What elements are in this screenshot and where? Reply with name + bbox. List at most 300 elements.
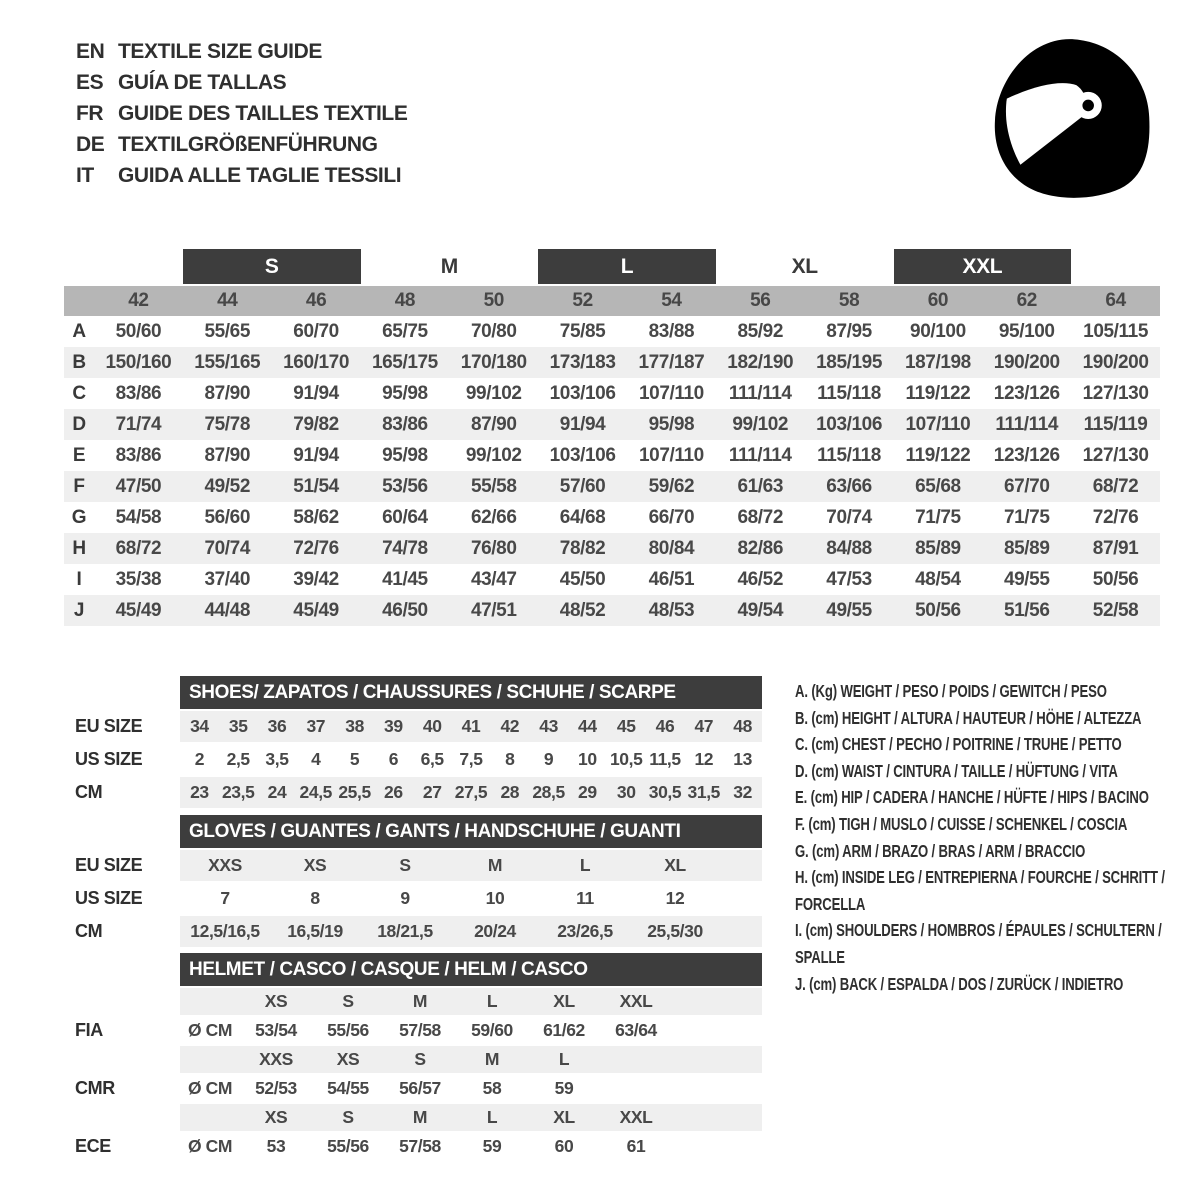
measurement-cell: 91/94 <box>559 413 606 435</box>
measurement-cell: 49/52 <box>204 475 251 497</box>
size-number: 46 <box>305 290 327 311</box>
value-cell: 11 <box>576 888 594 908</box>
value-cell: 9 <box>543 749 554 769</box>
helmet-title: HELMET / CASCO / CASQUE / HELM / CASCO <box>189 958 588 980</box>
measurement-cell: 55/58 <box>470 475 517 497</box>
helmet-size-label: S <box>342 991 354 1011</box>
measurement-cell: 190/200 <box>993 351 1060 373</box>
unit-spacer <box>180 1104 240 1131</box>
guide-title: TEXTILGRÖßENFÜHRUNG <box>118 132 378 156</box>
measurement-cell: 150/160 <box>105 351 172 373</box>
measurement-cell: 49/55 <box>1003 568 1050 590</box>
language-row <box>76 36 407 67</box>
value-cell: 47 <box>694 716 714 736</box>
helmet-size-label: S <box>342 1107 354 1127</box>
helmet-size-label: L <box>486 1107 498 1127</box>
measurement-cell: 82/86 <box>737 537 784 559</box>
measurement-cell: 165/175 <box>371 351 438 373</box>
size-number: 52 <box>572 290 593 311</box>
value-cell: 7 <box>220 888 230 908</box>
size-number: 44 <box>217 290 238 311</box>
helmet-value-cell: 53/54 <box>255 1020 297 1040</box>
size-row <box>75 850 765 881</box>
helmet-size-label: L <box>486 991 498 1011</box>
value-cell: 23,5 <box>221 782 255 802</box>
measurement-cell: 78/82 <box>559 537 606 559</box>
value-cell: 10 <box>485 888 505 908</box>
helmet-size-label: L <box>558 1049 570 1069</box>
racing-helmet-icon <box>978 34 1156 204</box>
value-cell: XL <box>664 855 686 875</box>
measurement-cell: 49/54 <box>737 599 784 621</box>
measurement-cell: 123/126 <box>993 444 1060 466</box>
measurement-cell: 37/40 <box>204 568 251 590</box>
measurement-cell: 50/56 <box>915 599 961 621</box>
measurement-cell: 111/114 <box>995 413 1059 435</box>
shoes-title: SHOES/ ZAPATOS / CHAUSSURES / SCHUHE / SCARPE <box>189 681 676 703</box>
guide-title: GUIDA ALLE TAGLIE TESSILI <box>118 163 402 187</box>
measurement-cell: 45/49 <box>293 599 339 621</box>
helmet-value-cell: 59/60 <box>471 1020 513 1040</box>
row-letter: C <box>72 382 86 404</box>
measurement-cell: 57/60 <box>559 475 606 497</box>
helmet-title-bar <box>180 953 762 986</box>
value-cell: 23 <box>190 782 209 802</box>
size-number: 60 <box>927 290 949 311</box>
value-cell: 30 <box>616 782 636 802</box>
size-group-S: S <box>183 249 361 284</box>
measurement-cell: 49/55 <box>826 599 872 621</box>
measurement-cell: 107/110 <box>638 382 704 404</box>
measurement-cell: 95/98 <box>382 444 428 466</box>
legend-item-A: A. (Kg) WEIGHT / PESO / POIDS / GEWITCH / PESO <box>795 681 1107 701</box>
unit-spacer <box>180 1046 240 1073</box>
helmet-value-cell: 59 <box>482 1136 502 1156</box>
value-cell: 34 <box>190 716 209 736</box>
helmet-value-cell: 57/58 <box>399 1136 441 1156</box>
value-cell: 36 <box>267 716 287 736</box>
measurement-cell: 71/74 <box>115 413 162 435</box>
diameter-unit: Ø CM <box>187 1020 233 1040</box>
measurement-cell: 65/75 <box>382 320 428 342</box>
measurement-cell: 75/85 <box>559 320 606 342</box>
measurement-cell: 46/50 <box>382 599 428 621</box>
measurement-cell: 44/48 <box>204 599 251 621</box>
value-band <box>180 883 762 914</box>
value-cell: 31,5 <box>687 782 721 802</box>
value-band <box>180 711 762 742</box>
standard-label: CMR <box>75 1078 115 1098</box>
value-cell: 25,5 <box>338 782 371 802</box>
measurement-row-E <box>64 440 1160 471</box>
value-band <box>180 916 762 947</box>
helmet-value-row-CMR <box>75 1075 765 1102</box>
shoes-section <box>75 676 765 808</box>
language-row <box>76 67 407 98</box>
measurement-cell: 83/88 <box>648 320 695 342</box>
measurement-cell: 46/51 <box>648 568 695 590</box>
size-number: 50 <box>483 290 504 311</box>
value-cell: 12 <box>694 749 714 769</box>
legend-item-J: J. (cm) BACK / ESPALDA / DOS / ZURÜCK / INDIETRO <box>795 973 1124 994</box>
size-number: 64 <box>1105 290 1126 311</box>
value-cell: 26 <box>384 782 403 802</box>
helmet-size-label: XXL <box>619 1107 653 1127</box>
value-cell: 41 <box>461 716 481 736</box>
measurement-cell: 95/98 <box>648 413 695 435</box>
helmet-value-row-FIA <box>75 1017 765 1044</box>
measurement-cell: 47/53 <box>826 568 872 590</box>
size-number: 56 <box>750 290 771 311</box>
helmet-value-cell: 61 <box>626 1136 646 1156</box>
gloves-rows <box>75 850 765 947</box>
measurement-cell: 45/49 <box>115 599 162 621</box>
helmet-value-cell: 59 <box>554 1078 574 1098</box>
legend-item-C: C. (cm) CHEST / PECHO / POITRINE / TRUHE / PETTO <box>795 734 1122 755</box>
size-row <box>75 777 765 808</box>
helmet-value-cell: 63/64 <box>615 1020 657 1040</box>
helmet-value-cell: 55/56 <box>327 1020 369 1040</box>
legend-item-G: G. (cm) ARM / BRAZO / BRAS / ARM / BRACCIO <box>795 840 1086 861</box>
value-cell: 38 <box>345 716 364 736</box>
size-group-XXL: XXL <box>894 249 1072 284</box>
size-number: 62 <box>1016 290 1037 311</box>
row-letter: J <box>73 599 85 621</box>
measurement-cell: 182/190 <box>727 351 794 373</box>
measurement-cell: 87/90 <box>204 382 251 404</box>
measurement-cell: 111/114 <box>728 444 792 466</box>
value-cell: 44 <box>578 716 597 736</box>
value-cell: 2,5 <box>226 749 250 769</box>
measurement-cell: 103/106 <box>549 444 616 466</box>
textile-size-table <box>64 249 1160 626</box>
measurement-cell: 103/106 <box>549 382 616 404</box>
measurement-row-F <box>64 471 1160 502</box>
measurement-cell: 107/110 <box>905 413 971 435</box>
value-cell: 7,5 <box>459 749 483 769</box>
row-letter: H <box>72 537 86 559</box>
measurement-cell: 70/74 <box>826 506 872 528</box>
row-letter: F <box>73 475 85 497</box>
language-row <box>76 98 407 129</box>
helmet-size-label-row <box>75 1104 765 1131</box>
diameter-unit: Ø CM <box>187 1078 233 1098</box>
value-cell: 39 <box>384 716 403 736</box>
value-cell: 28,5 <box>532 782 565 802</box>
measurement-cell: 91/94 <box>293 382 339 404</box>
measurement-row-J <box>64 595 1160 626</box>
value-cell: 9 <box>400 888 410 908</box>
helmet-size-label: XL <box>553 1107 575 1127</box>
language-code: EN <box>76 39 105 63</box>
value-cell: 4 <box>311 749 321 769</box>
label-spacer <box>75 953 180 986</box>
label-spacer <box>75 988 180 1015</box>
value-cell: 32 <box>733 782 752 802</box>
measurement-cell: 48/54 <box>915 568 961 590</box>
measurement-cell: 119/122 <box>905 382 971 404</box>
language-code: ES <box>76 70 104 94</box>
size-group-spacer <box>64 249 183 284</box>
value-cell: 23/26,5 <box>557 921 613 941</box>
language-title-block <box>76 36 407 191</box>
measurement-cell: 65/68 <box>915 475 961 497</box>
size-row <box>75 711 765 742</box>
row-letter: E <box>72 444 86 466</box>
language-code: FR <box>76 101 104 125</box>
standard-label: FIA <box>75 1020 103 1040</box>
helmet-value-band <box>180 1017 762 1044</box>
row-letter: B <box>72 351 86 373</box>
size-number: 54 <box>661 290 682 311</box>
measurement-cell: 47/50 <box>115 475 162 497</box>
shoes-rows <box>75 711 765 808</box>
value-band <box>180 777 762 808</box>
value-cell: 29 <box>578 782 597 802</box>
helmet-value-cell: 61/62 <box>543 1020 585 1040</box>
helmet-header-row <box>75 953 765 986</box>
measurement-cell: 52/58 <box>1092 599 1139 621</box>
measurement-cell: 173/183 <box>549 351 616 373</box>
value-cell: 8 <box>505 749 515 769</box>
value-cell: 8 <box>310 888 320 908</box>
size-number: 58 <box>838 290 860 311</box>
measurement-cell: 56/60 <box>204 506 251 528</box>
value-cell: 48 <box>733 716 752 736</box>
measurement-cell: 83/86 <box>382 413 428 435</box>
helmet-value-band <box>180 1075 762 1102</box>
language-row <box>76 160 407 191</box>
diameter-unit: Ø CM <box>187 1136 233 1156</box>
measurement-row-C <box>64 378 1160 409</box>
row-letter: I <box>76 568 82 590</box>
measurement-cell: 59/62 <box>648 475 695 497</box>
helmet-size-label: XS <box>264 1107 288 1127</box>
measurement-cell: 50/60 <box>115 320 162 342</box>
measurement-cell: 66/70 <box>648 506 695 528</box>
measurement-cell: 103/106 <box>816 413 883 435</box>
row-letter: G <box>71 506 87 528</box>
value-cell: L <box>579 855 591 875</box>
measurement-cell: 99/102 <box>465 382 522 404</box>
legend-item-H: H. (cm) INSIDE LEG / ENTREPIERNA / FOURCHE / SCHRITT / FORCELLA <box>795 867 1165 914</box>
value-cell: 12 <box>665 888 685 908</box>
value-cell: 3,5 <box>265 749 289 769</box>
measurement-cell: 170/180 <box>460 351 527 373</box>
measurement-cell: 115/118 <box>817 382 881 404</box>
size-group-M: M <box>440 254 458 278</box>
row-label: CM <box>75 782 103 802</box>
measurement-cell: 63/66 <box>826 475 872 497</box>
value-cell: 16,5/19 <box>287 921 343 941</box>
value-cell: 24,5 <box>299 782 333 802</box>
measurement-cell: 60/64 <box>382 506 428 528</box>
helmet-size-band <box>180 1104 762 1131</box>
value-cell: 43 <box>539 716 558 736</box>
measurement-cell: 50/56 <box>1092 568 1139 590</box>
measurement-cell: 123/126 <box>993 382 1060 404</box>
measurement-cell: 76/80 <box>470 537 517 559</box>
measurement-cell: 75/78 <box>204 413 251 435</box>
label-spacer <box>75 676 180 709</box>
helmet-size-label: XS <box>336 1049 360 1069</box>
value-band <box>180 744 762 775</box>
measurement-cell: 70/74 <box>204 537 251 559</box>
value-cell: S <box>399 855 411 875</box>
legend-item-E: E. (cm) HIP / CADERA / HANCHE / HÜFTE / HIPS / BACINO <box>795 787 1149 808</box>
measurement-cell: 127/130 <box>1082 444 1149 466</box>
value-cell: 20/24 <box>474 921 516 941</box>
measurement-row-A <box>64 316 1160 347</box>
standard-label: ECE <box>75 1136 111 1156</box>
helmet-value-cell <box>600 1075 672 1102</box>
row-label: CM <box>75 921 103 941</box>
measurement-cell: 61/63 <box>737 475 784 497</box>
helmet-value-band <box>180 1133 762 1160</box>
size-number-spacer <box>64 286 94 316</box>
measurement-cell: 70/80 <box>470 320 517 342</box>
helmet-section <box>75 953 765 1160</box>
helmet-size-label-row <box>75 988 765 1015</box>
helmet-size-label-row <box>75 1046 765 1073</box>
value-cell: 30,5 <box>648 782 682 802</box>
measurement-cell: 35/38 <box>115 568 162 590</box>
measurement-cell: 187/198 <box>904 351 971 373</box>
helmet-value-cell: 56/57 <box>399 1078 441 1098</box>
measurement-cell: 115/118 <box>817 444 881 466</box>
measurement-cell: 55/65 <box>204 320 251 342</box>
measurement-cell: 53/56 <box>382 475 428 497</box>
measurement-cell: 95/100 <box>998 320 1055 342</box>
measurement-cell: 99/102 <box>465 444 522 466</box>
value-cell: 13 <box>733 749 752 769</box>
guide-title: GUÍA DE TALLAS <box>118 70 287 94</box>
helmet-size-band <box>180 1046 762 1073</box>
value-cell: XS <box>303 855 327 875</box>
value-cell: 46 <box>655 716 675 736</box>
size-number-row <box>64 286 1160 316</box>
value-cell: M <box>487 855 503 875</box>
value-cell: 42 <box>500 716 520 736</box>
measurement-cell: 71/75 <box>915 506 961 528</box>
size-number: 48 <box>394 290 416 311</box>
helmet-value-cell: 54/55 <box>327 1078 369 1098</box>
measurement-cell: 48/52 <box>559 599 606 621</box>
measurement-cell: 87/90 <box>204 444 251 466</box>
measurement-cell: 87/95 <box>826 320 872 342</box>
measurement-cell: 190/200 <box>1082 351 1149 373</box>
measurement-cell: 119/122 <box>905 444 971 466</box>
helmet-size-label <box>600 1046 672 1073</box>
measurement-cell: 111/114 <box>728 382 792 404</box>
measurement-cell: 87/90 <box>470 413 517 435</box>
helmet-size-label: M <box>484 1049 500 1069</box>
measurement-cell: 85/89 <box>915 537 961 559</box>
measurement-legend <box>795 678 1188 997</box>
measurement-cell: 83/86 <box>115 444 162 466</box>
value-cell: 37 <box>306 716 326 736</box>
helmet-value-row-ECE <box>75 1133 765 1160</box>
measurement-cell: 115/119 <box>1083 413 1148 435</box>
measurement-cell: 85/92 <box>737 320 784 342</box>
row-letter: A <box>72 320 86 342</box>
language-row <box>76 129 407 160</box>
size-group-L: L <box>538 249 716 284</box>
size-group-XL: XL <box>791 254 818 278</box>
helmet-rows <box>75 988 765 1160</box>
size-group-spacer <box>1071 249 1160 284</box>
value-cell: 45 <box>616 716 636 736</box>
measurement-cell: 46/52 <box>737 568 784 590</box>
measurement-cell: 68/72 <box>737 506 784 528</box>
language-code: DE <box>76 132 105 156</box>
row-label: EU SIZE <box>75 716 143 736</box>
measurement-cell: 51/56 <box>1003 599 1050 621</box>
helmet-value-cell: 58 <box>482 1078 502 1098</box>
value-cell: 27,5 <box>454 782 488 802</box>
value-cell: 5 <box>349 749 360 769</box>
legend-item-B: B. (cm) HEIGHT / ALTURA / HAUTEUR / HÖHE / ALTEZZA <box>795 707 1142 728</box>
language-code: IT <box>76 163 94 187</box>
size-group-row <box>64 249 1160 284</box>
value-cell: 24 <box>267 782 287 802</box>
measurement-cell: 155/165 <box>194 351 261 373</box>
measurement-cell: 85/89 <box>1003 537 1050 559</box>
helmet-size-label: XXS <box>259 1049 293 1069</box>
label-spacer <box>75 815 180 848</box>
measurement-cell: 43/47 <box>470 568 517 590</box>
measurement-cell: 45/50 <box>559 568 606 590</box>
measurement-cell: 177/187 <box>638 351 705 373</box>
helmet-size-label: XXL <box>619 991 653 1011</box>
measurement-cell: 90/100 <box>910 320 966 342</box>
size-row <box>75 916 765 947</box>
gloves-title-bar <box>180 815 762 848</box>
helmet-value-cell: 57/58 <box>399 1020 441 1040</box>
value-cell: 18/21,5 <box>377 921 433 941</box>
value-cell: 28 <box>500 782 520 802</box>
measurement-cell: 67/70 <box>1003 475 1050 497</box>
size-number: 42 <box>128 290 149 311</box>
gloves-header-row <box>75 815 765 848</box>
guide-title: TEXTILE SIZE GUIDE <box>118 39 322 63</box>
label-spacer <box>75 1104 180 1131</box>
helmet-size-label: M <box>412 1107 428 1127</box>
measurement-cell: 105/115 <box>1083 320 1148 342</box>
measurement-cell: 80/84 <box>648 537 695 559</box>
helmet-value-cell: 52/53 <box>255 1078 297 1098</box>
value-cell: 35 <box>228 716 248 736</box>
shoes-title-bar <box>180 676 762 709</box>
measurement-row-G <box>64 502 1160 533</box>
measurement-cell: 68/72 <box>115 537 162 559</box>
lower-tables <box>75 676 765 1162</box>
value-cell: 12,5/16,5 <box>190 921 260 941</box>
value-cell: 25,5/30 <box>647 921 703 941</box>
shoes-header-row <box>75 676 765 709</box>
measurement-cell: 72/76 <box>1092 506 1139 528</box>
measurement-cell: 51/54 <box>293 475 339 497</box>
measurement-cell: 95/98 <box>382 382 428 404</box>
value-cell: 27 <box>422 782 442 802</box>
gloves-title: GLOVES / GUANTES / GANTS / HANDSCHUHE / GUANTI <box>189 820 681 842</box>
measurement-cell: 72/76 <box>293 537 339 559</box>
helmet-size-label: XS <box>264 991 288 1011</box>
legend-item-D: D. (cm) WAIST / CINTURA / TAILLE / HÜFTUNG / VITA <box>795 760 1118 781</box>
measurement-cell: 62/66 <box>470 506 517 528</box>
size-row <box>75 883 765 914</box>
measurement-cell: 58/62 <box>293 506 339 528</box>
